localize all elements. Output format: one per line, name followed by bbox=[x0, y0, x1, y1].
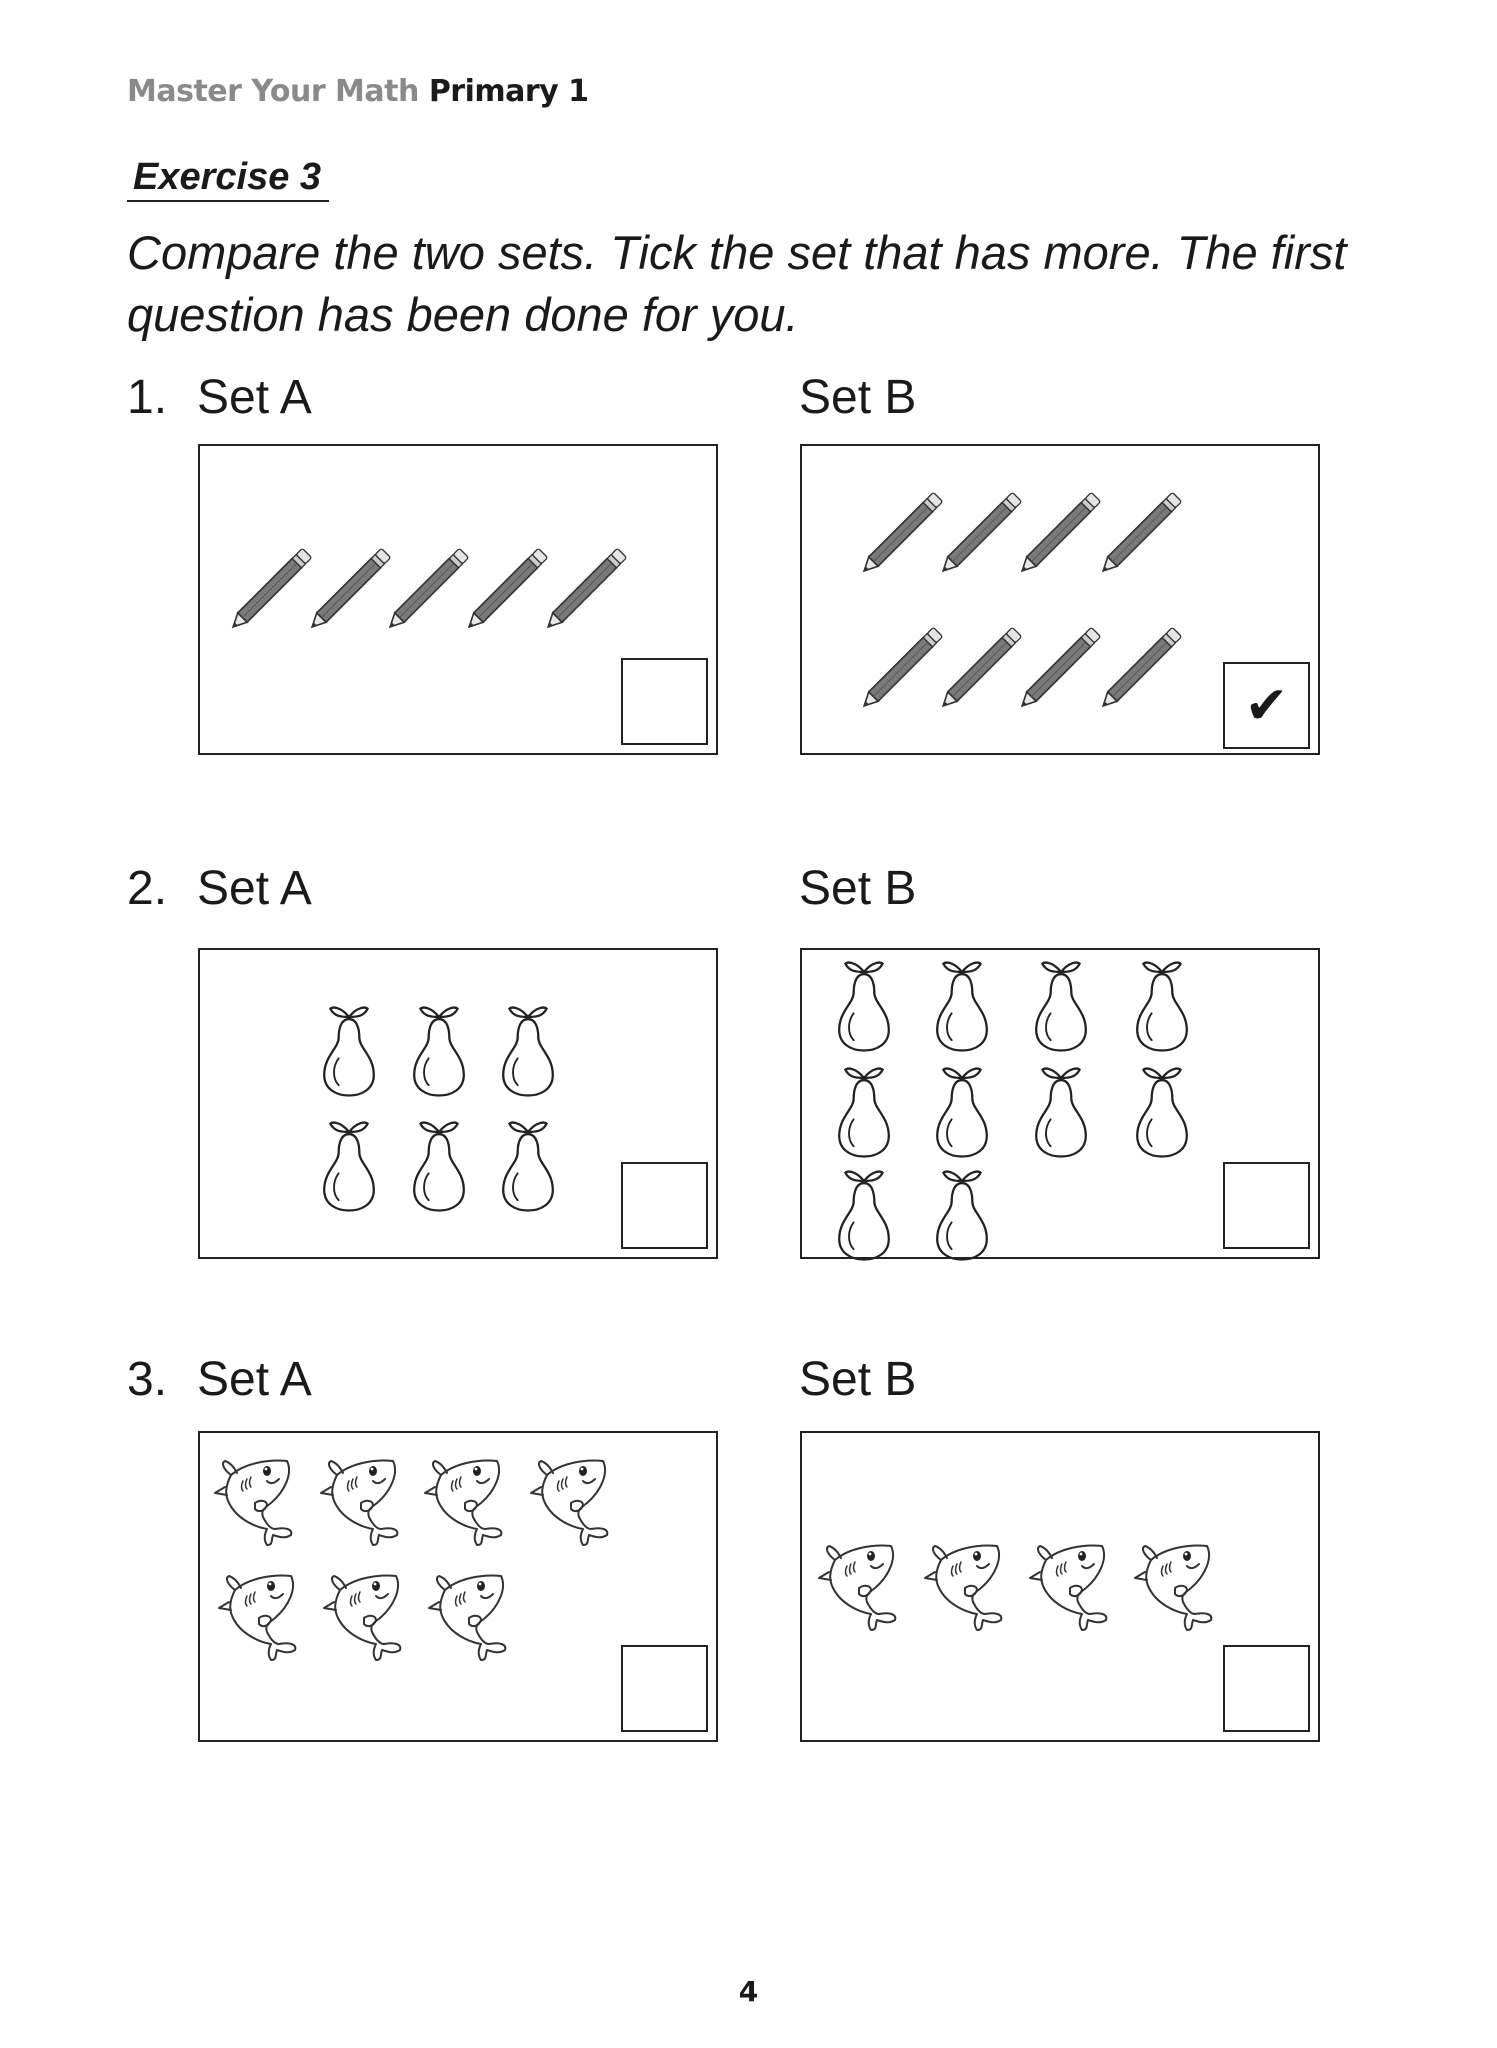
pear-icon bbox=[931, 1057, 993, 1161]
set-b-tick-checkbox[interactable] bbox=[1223, 662, 1310, 749]
tick-mark-icon: ✔ bbox=[1244, 675, 1289, 736]
set-a-tick-checkbox[interactable] bbox=[621, 1162, 708, 1249]
shark-icon bbox=[423, 1562, 523, 1662]
question-number: 2. bbox=[127, 862, 168, 915]
pear-icon bbox=[318, 996, 380, 1100]
question-number: 3. bbox=[127, 1353, 168, 1406]
set-b-label: Set B bbox=[799, 862, 917, 915]
set-b-label: Set B bbox=[799, 371, 917, 424]
pear-icon bbox=[833, 1057, 895, 1161]
set-a-tick-checkbox[interactable] bbox=[621, 658, 708, 745]
exercise-title: Exercise 3 bbox=[127, 154, 329, 202]
pear-icon bbox=[318, 1111, 380, 1215]
shark-icon bbox=[813, 1532, 913, 1632]
book-header bbox=[127, 74, 589, 109]
page-number: 4 bbox=[738, 1975, 759, 2008]
shark-icon bbox=[1129, 1532, 1229, 1632]
set-a-tick-checkbox[interactable] bbox=[621, 1645, 708, 1732]
pear-icon bbox=[408, 1111, 470, 1215]
pear-icon bbox=[833, 951, 895, 1055]
pencil-icon bbox=[1087, 612, 1197, 722]
set-b-tick-checkbox[interactable] bbox=[1223, 1162, 1310, 1249]
shark-icon bbox=[419, 1447, 519, 1547]
pear-icon bbox=[1030, 1057, 1092, 1161]
shark-icon bbox=[315, 1447, 415, 1547]
pear-icon bbox=[931, 951, 993, 1055]
pear-icon bbox=[497, 996, 559, 1100]
shark-icon bbox=[525, 1447, 625, 1547]
shark-icon bbox=[209, 1447, 309, 1547]
series-title: Master Your Math bbox=[127, 74, 419, 109]
instruction-line: question has been done for you. bbox=[127, 288, 799, 341]
set-a-label: Set A bbox=[197, 1353, 312, 1406]
shark-icon bbox=[1024, 1532, 1124, 1632]
shark-icon bbox=[919, 1532, 1019, 1632]
set-a-label: Set A bbox=[197, 371, 312, 424]
level-title: Primary 1 bbox=[428, 74, 589, 109]
pear-icon bbox=[833, 1160, 895, 1264]
question-number: 1. bbox=[127, 371, 168, 424]
pear-icon bbox=[931, 1160, 993, 1264]
instructions bbox=[127, 222, 1377, 346]
pencil-icon bbox=[1087, 477, 1197, 587]
shark-icon bbox=[213, 1562, 313, 1662]
pear-icon bbox=[1131, 1057, 1193, 1161]
pear-icon bbox=[1030, 951, 1092, 1055]
instruction-line: Compare the two sets. Tick the set that has more. The first bbox=[127, 226, 1347, 279]
pear-icon bbox=[408, 996, 470, 1100]
pencil-icon bbox=[532, 533, 642, 643]
pear-icon bbox=[497, 1111, 559, 1215]
set-b-label: Set B bbox=[799, 1353, 917, 1406]
shark-icon bbox=[318, 1562, 418, 1662]
set-a-label: Set A bbox=[197, 862, 312, 915]
set-b-tick-checkbox[interactable] bbox=[1223, 1645, 1310, 1732]
pear-icon bbox=[1131, 951, 1193, 1055]
